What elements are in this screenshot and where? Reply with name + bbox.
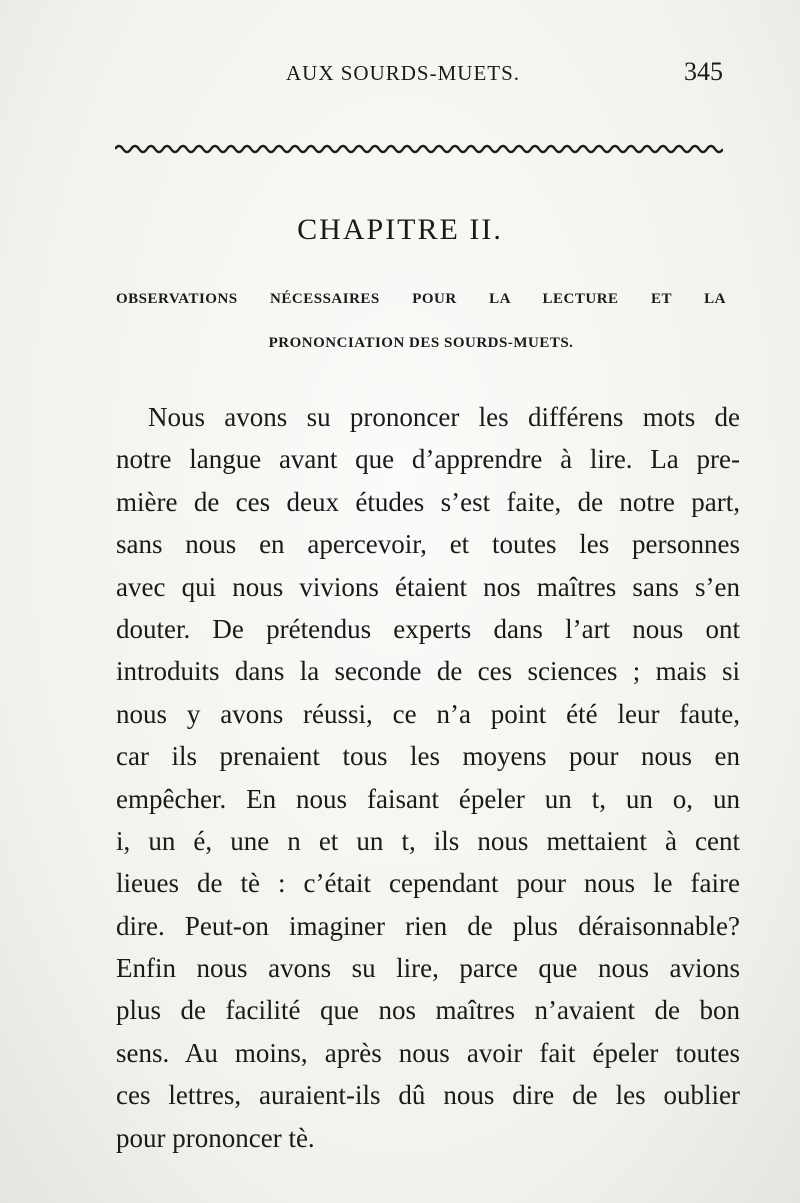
text-line: i, un é, une n et un t, ils nous mettaient à cent	[116, 825, 740, 856]
body-paragraph	[116, 396, 740, 1159]
page-number: 345	[684, 57, 723, 86]
ornamental-rule	[115, 142, 723, 156]
text-line: dire. Peut-on imaginer rien de plus déraisonnable?	[116, 910, 740, 941]
text-line: plus de facilité que nos maîtres n’avaient de bon	[116, 995, 740, 1026]
text-line: Enfin nous avons su lire, parce que nous avions	[116, 953, 740, 984]
subtitle-line: OBSERVATIONS NÉCESSAIRES POUR LA LECTURE ET LA	[116, 291, 726, 307]
text-line: car ils prenaient tous les moyens pour nous en	[116, 741, 740, 772]
text-line: empêcher. En nous faisant épeler un t, un o, un	[116, 783, 740, 814]
text-line: notre langue avant que d’apprendre à lire. La pre-	[116, 444, 740, 475]
chapter-subtitle	[116, 288, 726, 354]
text-line: ces lettres, auraient-ils dû nous dire de les oublier	[116, 1080, 740, 1111]
text-line: douter. De prétendus experts dans l’art nous ont	[116, 613, 740, 644]
text-line: Nous avons su prononcer les différens mots de	[148, 402, 740, 432]
chapter-title: CHAPITRE II.	[297, 213, 503, 246]
text-line: lieues de tè : c’était cependant pour nous le faire	[116, 868, 740, 899]
text-line: introduits dans la seconde de ces sciences ; mais si	[116, 656, 740, 687]
text-line: sens. Au moins, après nous avoir fait épeler toutes	[116, 1037, 740, 1068]
subtitle-line: PRONONCIATION DES SOURDS-MUETS.	[268, 335, 574, 351]
running-head	[0, 55, 800, 95]
text-line: pour prononcer tè.	[116, 1122, 315, 1153]
text-line: mière de ces deux études s’est faite, de notre part,	[116, 486, 740, 517]
running-title: AUX SOURDS-MUETS.	[286, 61, 521, 85]
text-line: nous y avons réussi, ce n’a point été leur faute,	[116, 698, 740, 729]
text-line: avec qui nous vivions étaient nos maîtres sans s’en	[116, 571, 740, 602]
text-line: sans nous en apercevoir, et toutes les personnes	[116, 529, 740, 560]
